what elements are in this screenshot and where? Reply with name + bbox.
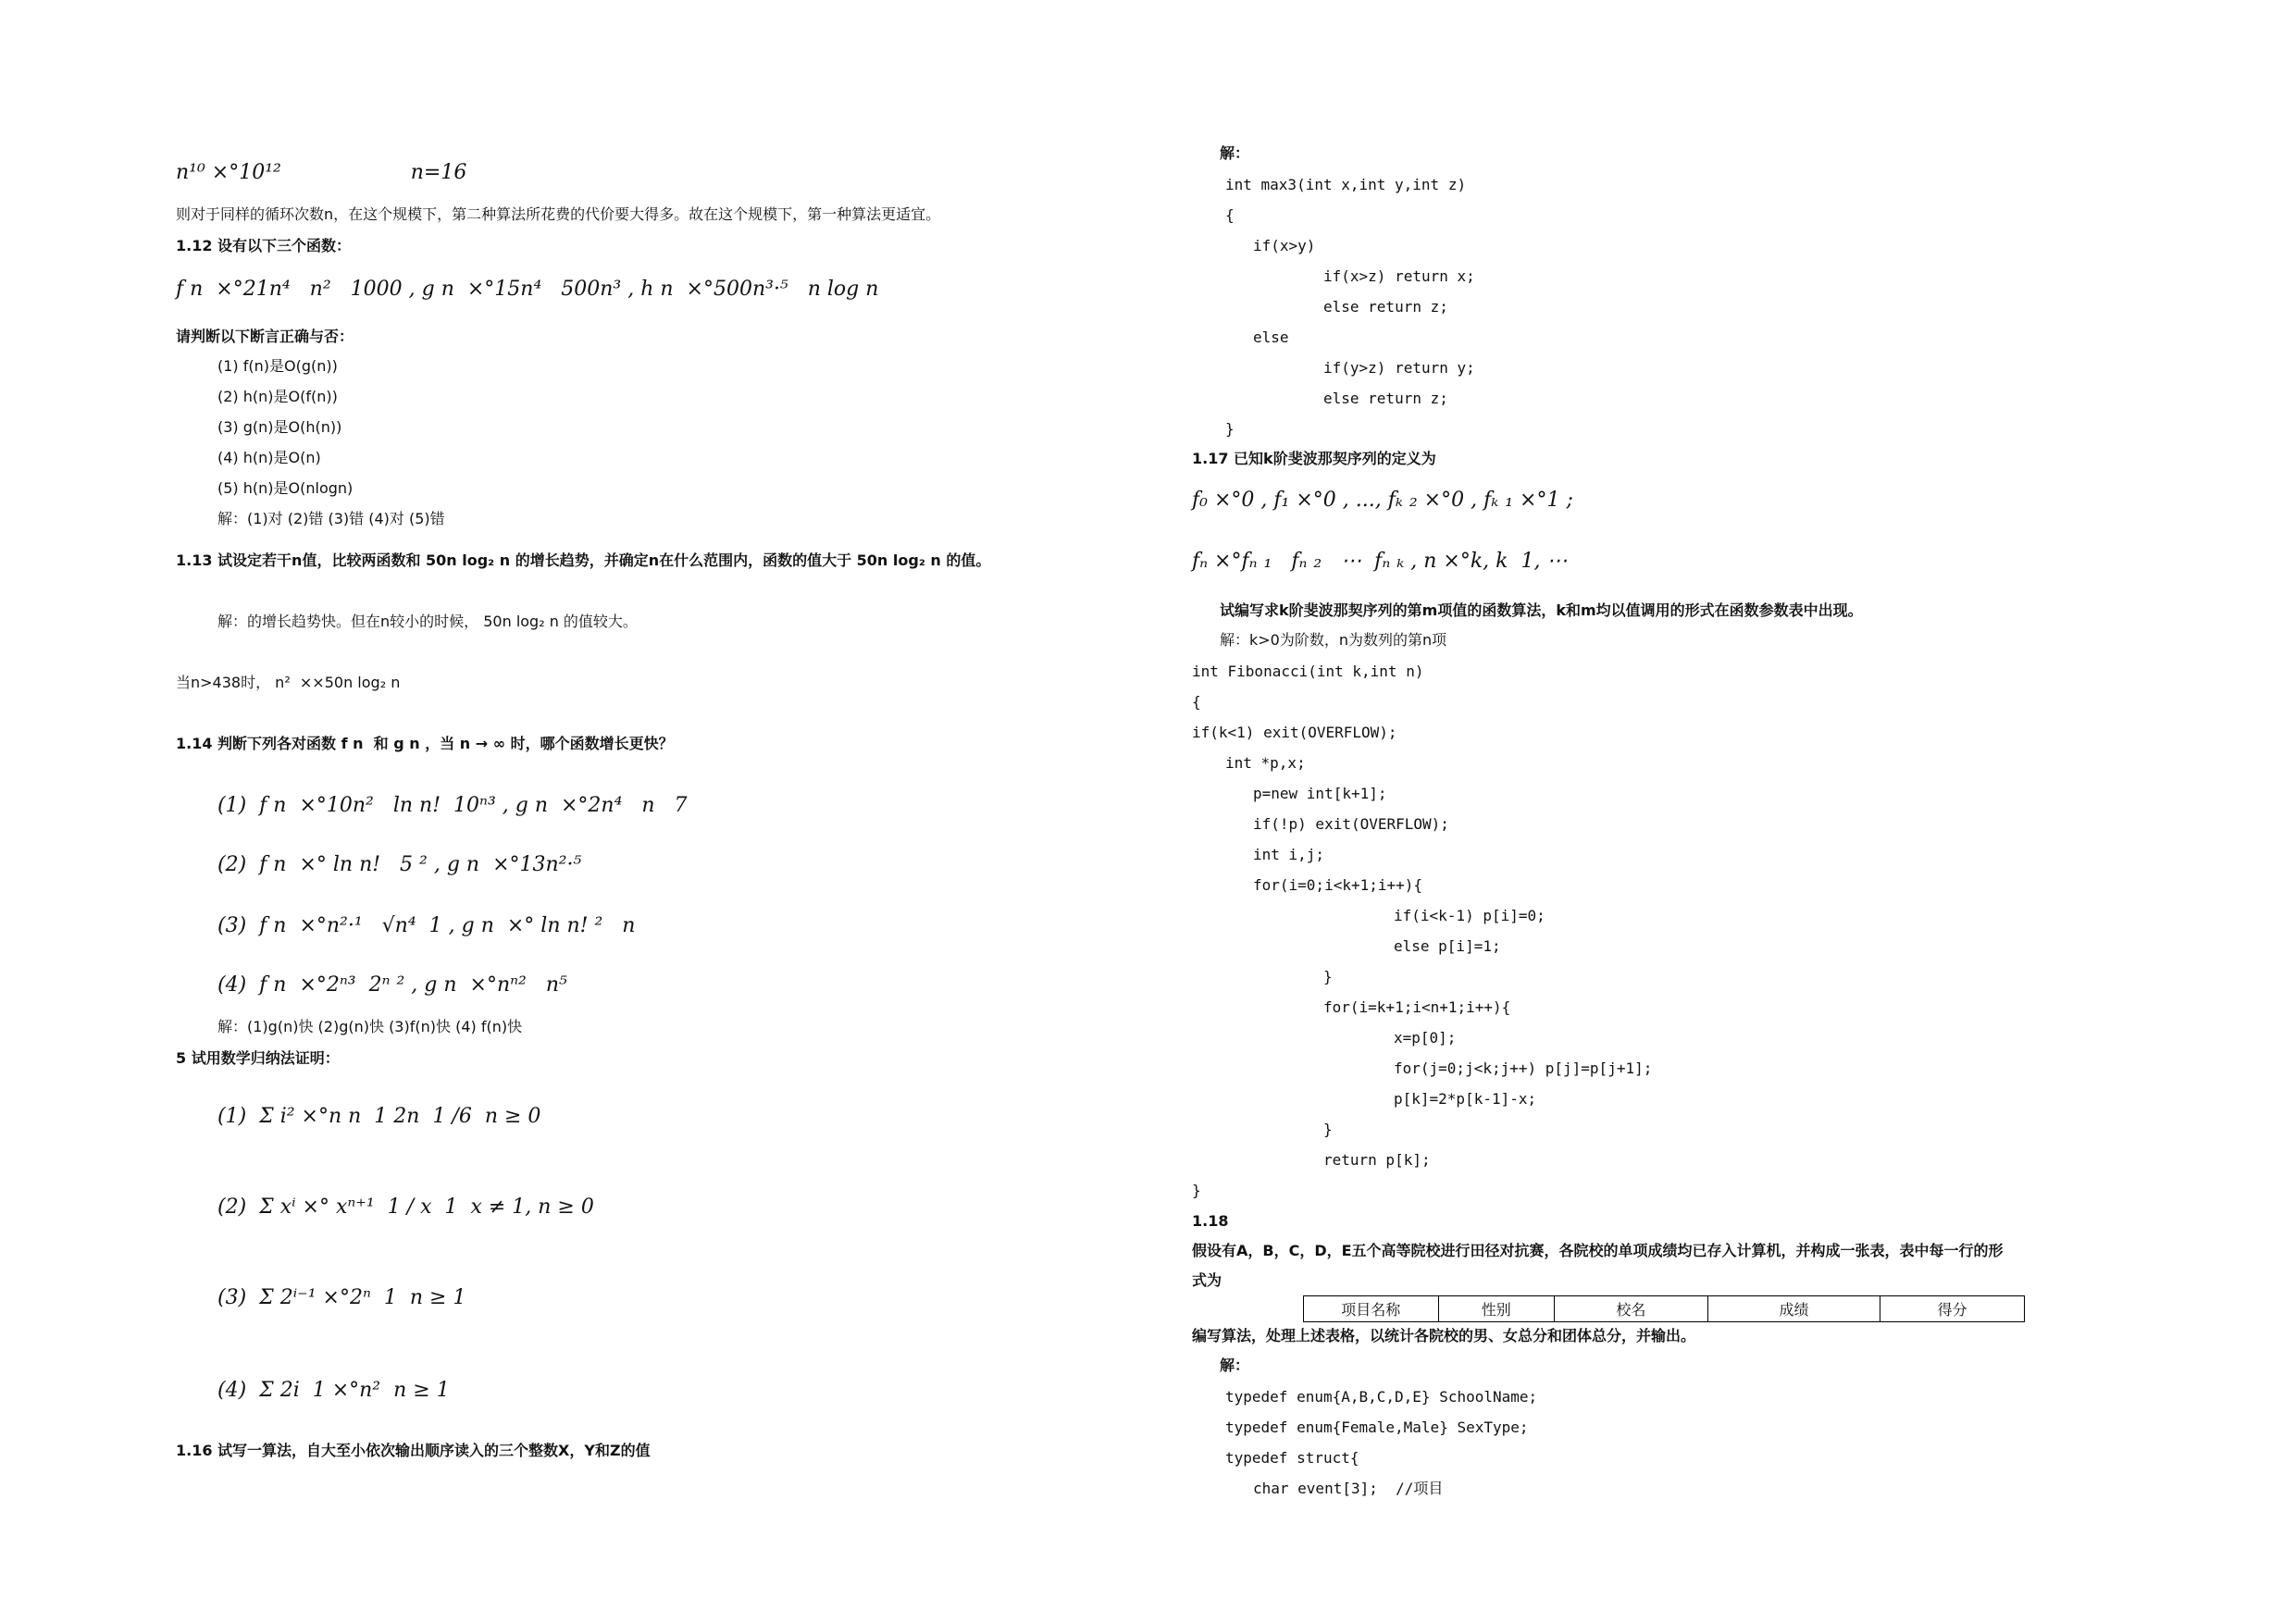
list-item: (3) g(n)是O(h(n)) (217, 418, 342, 436)
problem-heading: 1.18 (1192, 1212, 1229, 1230)
problem-heading: 1.14 判断下列各对函数 f n 和 g n ，当 n → ∞ 时，哪个函数增长更快？ (176, 735, 674, 752)
answer: 解：(1)g(n)快 (2)g(n)快 (3)f(n)快 (4) f(n)快 (217, 1018, 523, 1035)
code-line: if(y>z) return y; (1323, 359, 1475, 377)
formula: (1) Σ i² ×°n n 1 2n 1 /6 n ≥ 0 (217, 1105, 541, 1128)
code-line: char event[3]; //项目 (1253, 1480, 1444, 1497)
formula: (1) f n ×°10n² ln n! 10ⁿ³ , g n ×°2n⁴ n 7 (217, 794, 688, 817)
code-line: int max3(int x,int y,int z) (1225, 176, 1467, 193)
list-item: (5) h(n)是O(nlogn) (217, 479, 354, 497)
problem-heading: 5 试用数学归纳法证明： (176, 1049, 340, 1067)
list-item: (4) h(n)是O(n) (217, 449, 321, 466)
code-line: typedef enum{Female,Male} SexType; (1225, 1419, 1529, 1436)
formula: (4) f n ×°2ⁿ³ 2ⁿ ² , g n ×°nⁿ² n⁵ (217, 973, 567, 997)
line: 当n>438时， n² ××50n log₂ n (176, 674, 401, 691)
code-line: if(i<k-1) p[i]=0; (1394, 907, 1545, 924)
line: 试编写求k阶斐波那契序列的第m项值的函数算法，k和m均以值调用的形式在函数参数表中出现。 (1220, 601, 1863, 619)
code-line: int i,j; (1253, 846, 1325, 863)
formula: (4) Σ 2i 1 ×°n² n ≥ 1 (217, 1379, 450, 1402)
code-line: p=new int[k+1]; (1253, 785, 1387, 802)
list-item: (1) f(n)是O(g(n)) (217, 357, 338, 375)
line: 式为 (1192, 1271, 1222, 1289)
code-line: else return z; (1323, 390, 1448, 407)
code-line: typedef enum{A,B,C,D,E} SchoolName; (1225, 1388, 1538, 1406)
problem-heading: 1.13 试设定若干n值，比较两函数和 50n log₂ n 的增长趋势，并确定n在什么范围内，函数的值大于 50n log₂ n 的值。 (176, 551, 991, 569)
table-row (1304, 1296, 2025, 1322)
code-line: } (1323, 1121, 1333, 1138)
code-line: for(j=0;j<k;j++) p[j]=p[j+1]; (1394, 1059, 1653, 1077)
code-line: for(i=k+1;i<n+1;i++){ (1323, 998, 1511, 1016)
table-cell: 性别 (1438, 1296, 1554, 1322)
list-item: (2) h(n)是O(f(n)) (217, 388, 338, 405)
formula: (2) f n ×° ln n! 5 ² , g n ×°13n²·⁵ (217, 853, 582, 876)
table-cell: 得分 (1880, 1296, 2025, 1322)
code-line: for(i=0;i<k+1;i++){ (1253, 876, 1423, 894)
table-cell: 项目名称 (1304, 1296, 1439, 1322)
table-cell: 成绩 (1707, 1296, 1880, 1322)
table-cell: 校名 (1554, 1296, 1707, 1322)
code-line: } (1323, 968, 1333, 985)
formula: fₙ ×°fₙ ₁ fₙ ₂ ⋯ fₙ ₖ , n ×°k, k 1, ⋯ (1192, 550, 1568, 573)
answer: 解：的增长趋势快。但在n较小的时候， 50n log₂ n 的值较大。 (217, 613, 638, 630)
code-line: if(x>z) return x; (1323, 267, 1475, 285)
code-line: else p[i]=1; (1394, 937, 1501, 955)
line: 则对于同样的循环次数n，在这个规模下，第二种算法所花费的代价要大得多。故在这个规模下，第一种算法更适宜。 (176, 205, 941, 223)
code-line: x=p[0]; (1394, 1029, 1457, 1047)
formula: (3) f n ×°n²·¹ √n⁴ 1 , g n ×° ln n! ² n (217, 914, 636, 937)
line: 请判断以下断言正确与否： (176, 328, 354, 345)
code-line: typedef struct{ (1225, 1449, 1359, 1467)
formula: (2) Σ xⁱ ×° xⁿ⁺¹ 1 / x 1 x ≠ 1, n ≥ 0 (217, 1196, 594, 1219)
line: 假设有A，B，C，D，E五个高等院校进行田径对抗赛，各院校的单项成绩均已存入计算机，并构成一张表，表中每一行的形 (1192, 1242, 2004, 1259)
code-line: { (1225, 206, 1235, 224)
answer-label: 解： (1220, 144, 1250, 162)
problem-heading: 1.17 已知k阶斐波那契序列的定义为 (1192, 450, 1436, 467)
code-line: if(x>y) (1253, 237, 1316, 254)
problem-heading: 1.12 设有以下三个函数： (176, 237, 352, 254)
line: n¹⁰ ×°10¹² n=16 (176, 161, 467, 184)
answer-label: 解： (1220, 1357, 1250, 1374)
code-line: int *p,x; (1225, 754, 1306, 772)
formula: f₀ ×°0 , f₁ ×°0 , ..., fₖ ₂ ×°0 , fₖ ₁ ×°1 ; (1192, 489, 1573, 512)
code-line: p[k]=2*p[k-1]-x; (1394, 1090, 1537, 1108)
code-line: else (1253, 328, 1289, 346)
record-format-table (1303, 1295, 2025, 1322)
line: 编写算法，处理上述表格，以统计各院校的男、女总分和团体总分，并输出。 (1192, 1327, 1696, 1344)
answer: 解：(1)对 (2)错 (3)错 (4)对 (5)错 (217, 510, 445, 527)
problem-heading: 1.16 试写一算法，自大至小依次输出顺序读入的三个整数X，Y和Z的值 (176, 1442, 651, 1459)
code-line: int Fibonacci(int k,int n) (1192, 663, 1424, 680)
code-line: if(k<1) exit(OVERFLOW); (1192, 724, 1397, 741)
code-line: } (1225, 420, 1235, 438)
code-line: else return z; (1323, 298, 1448, 316)
formula: f n ×°21n⁴ n² 1000 , g n ×°15n⁴ 500n³ , h n ×°500n³·⁵ n log n (176, 278, 879, 301)
code-line: { (1192, 693, 1201, 711)
code-line: return p[k]; (1323, 1151, 1431, 1169)
code-line: } (1192, 1182, 1201, 1199)
formula: (3) Σ 2ⁱ⁻¹ ×°2ⁿ 1 n ≥ 1 (217, 1286, 466, 1309)
answer: 解：k>0为阶数，n为数列的第n项 (1220, 631, 1447, 649)
code-line: if(!p) exit(OVERFLOW); (1253, 815, 1449, 833)
